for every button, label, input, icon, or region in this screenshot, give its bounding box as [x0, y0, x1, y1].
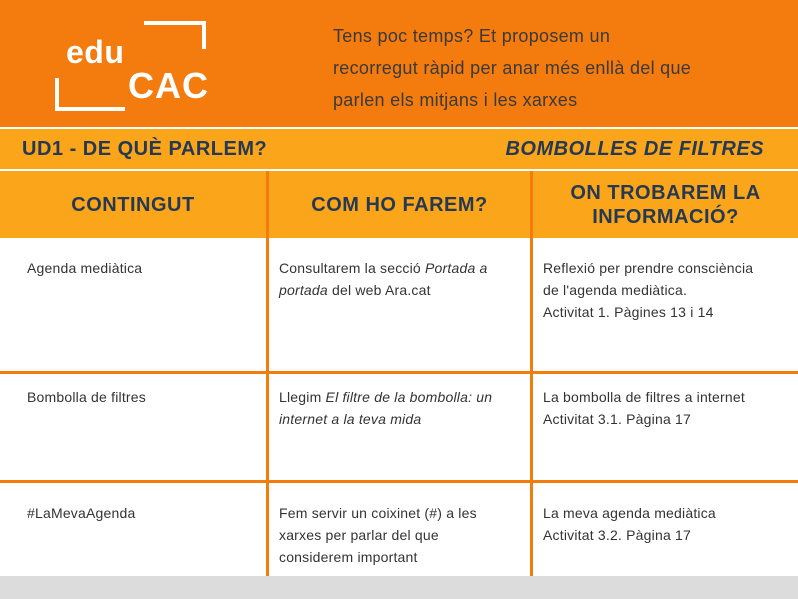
row-divider	[0, 371, 798, 374]
cell-text-line	[279, 408, 492, 430]
table-cell-source	[543, 386, 745, 430]
tagline-line: Tens poc temps? Et proposem un	[333, 26, 611, 46]
cell-text: Reflexió per prendre consciència	[543, 260, 754, 276]
table-cell-content	[27, 386, 146, 408]
footer-strip	[0, 576, 798, 599]
table-cell-method	[279, 502, 477, 568]
column-header-label: COM HO FAREM?	[311, 193, 488, 216]
cell-text-line	[279, 257, 488, 279]
cell-text-line	[279, 386, 492, 408]
logo-text-edu: edu	[66, 34, 125, 70]
table-cell-method	[279, 257, 488, 301]
cell-text: Bombolla de filtres	[27, 389, 146, 405]
logo-corner-bottom-left	[55, 78, 125, 111]
cell-text: La meva agenda mediàtica	[543, 505, 716, 521]
cell-text: Agenda mediàtica	[27, 260, 143, 276]
logo-text-cac: CAC	[128, 65, 209, 106]
cell-text: xarxes per parlar del que	[279, 527, 439, 543]
cell-text-italic[interactable]: El filtre de la bombolla: un	[325, 389, 493, 405]
cell-text: del web Ara.cat	[327, 282, 431, 298]
cell-text-italic[interactable]: portada	[279, 282, 328, 298]
column-header-source	[533, 171, 798, 238]
table-cell-content	[27, 502, 135, 524]
table-cell-content	[27, 257, 142, 279]
column-header-content	[0, 171, 266, 238]
column-header-method	[269, 171, 530, 238]
header-banner	[0, 0, 798, 127]
table-cell-source	[543, 257, 753, 323]
row-divider	[0, 480, 798, 483]
educac-logo[interactable]	[54, 18, 214, 113]
cell-text: Activitat 3.2. Pàgina 17	[543, 527, 691, 543]
column-header-label: CONTINGUT	[71, 193, 195, 216]
cell-text: Llegim	[279, 389, 326, 405]
table-cell-method	[279, 386, 492, 430]
cell-text: considerem important	[279, 549, 418, 565]
cell-text: de l'agenda mediàtica.	[543, 282, 688, 298]
unit-topic: BOMBOLLES DE FILTRES	[505, 138, 764, 160]
cell-text: Activitat 1. Pàgines 13 i 14	[543, 304, 714, 320]
table-cell-source	[543, 502, 716, 546]
tagline-line: recorregut ràpid per anar més enllà del que	[333, 58, 692, 78]
cell-text-italic[interactable]: Portada a	[425, 260, 488, 276]
cell-text-line	[279, 279, 488, 301]
cell-text: Activitat 3.1. Pàgina 17	[543, 411, 691, 427]
unit-bar	[0, 129, 798, 169]
unit-title: UD1 - DE QUÈ PARLEM?	[22, 138, 268, 160]
cell-text: Fem servir un coixinet (#) a les	[279, 505, 477, 521]
cell-text: La bombolla de filtres a internet	[543, 389, 745, 405]
column-header-label: ON TROBAREM LA	[570, 181, 761, 204]
tagline	[333, 20, 773, 116]
logo-corner-top-right	[144, 21, 206, 49]
cell-text: Consultarem la secció	[279, 260, 426, 276]
tagline-line: parlen els mitjans i les xarxes	[333, 90, 578, 110]
column-header-label: INFORMACIÓ?	[592, 205, 739, 228]
cell-text-italic[interactable]: internet a la teva mida	[279, 411, 422, 427]
cell-text: #LaMevaAgenda	[27, 505, 136, 521]
